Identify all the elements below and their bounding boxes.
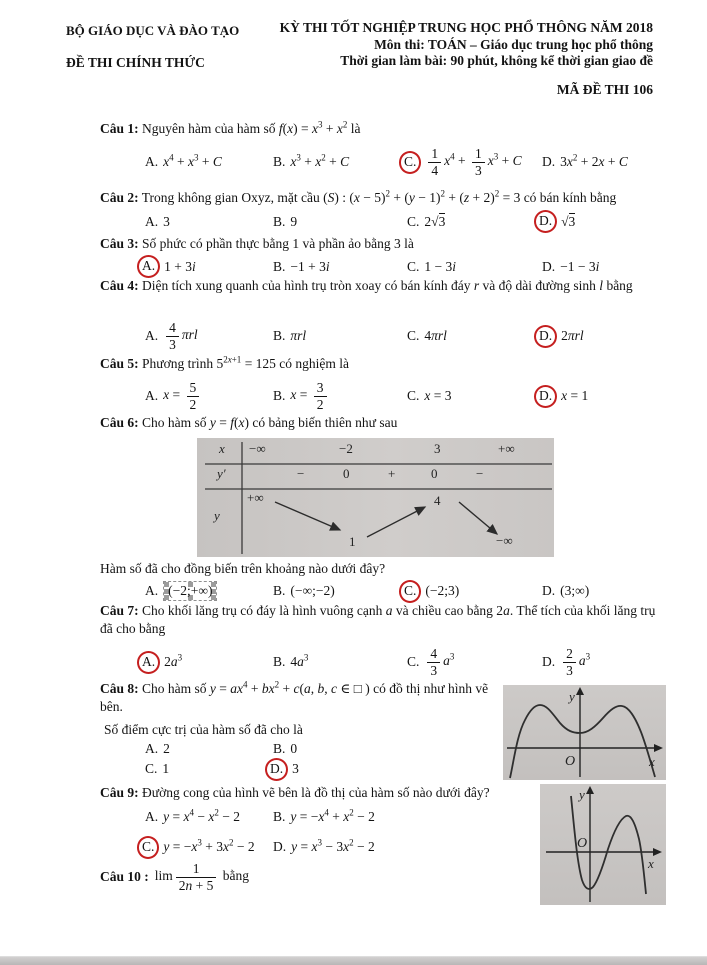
question-2-options (145, 210, 663, 232)
selection-box-annotation: (−2;+∞) (163, 581, 217, 601)
question-8 (100, 680, 502, 716)
q6-option-c (404, 580, 542, 603)
answer-circle-annotation: A. (137, 651, 160, 674)
option-label: A. (145, 213, 159, 229)
option-label: C. (407, 213, 420, 229)
option-value: −1 − 3i (560, 258, 600, 274)
option-value: −1 + 3i (290, 258, 330, 274)
answer-circle-annotation: C. (399, 151, 421, 174)
answer-circle-annotation: D. (265, 758, 288, 781)
q3-option-a (142, 255, 273, 278)
q7-option-b (273, 654, 407, 670)
option-label: B. (273, 583, 286, 598)
exam-header-block (253, 20, 653, 70)
bbt-yprime-sign: − (476, 466, 484, 481)
question-4-options (145, 312, 663, 360)
official-exam-label: ĐỀ THI CHÍNH THỨC (66, 55, 205, 70)
question-10 (100, 853, 663, 901)
option-label: A. (145, 583, 159, 598)
bbt-yprime-zero: 0 (431, 466, 438, 481)
question-7-statement: Cho khối lăng trụ có đáy là hình vuông cạnh a và chiều cao bằng 2a. Thể tích của khối lăng trụ đã cho bằng (100, 603, 656, 636)
q4-option-a (145, 320, 273, 352)
duration-line: Thời gian làm bài: 90 phút, không kể thời gian giao đề (340, 53, 653, 68)
answer-circle-annotation: D. (534, 325, 557, 348)
option-label: B. (273, 213, 286, 229)
question-3-options (142, 255, 663, 277)
question-8-label: Câu 8: (100, 681, 139, 696)
bbt-y-value: 1 (349, 534, 356, 549)
q8-option-a (145, 741, 273, 757)
option-value: $y = -x^4 + x^2 - 2$ (290, 807, 375, 824)
option-value: πrl (290, 328, 307, 343)
option-value: x = $\frac{3}{2}$ (290, 380, 329, 412)
bbt-yprime-sign: − (297, 466, 305, 481)
question-5-statement: Phương trình $5^{2x+1} = 125$ có nghiệm là (142, 354, 350, 371)
question-5-options (145, 372, 663, 420)
q3-option-d (542, 259, 663, 275)
option-value: $\frac{2}{3}$ $a^3$ (560, 646, 590, 678)
option-label: C. (407, 388, 420, 403)
q1-option-c (404, 145, 542, 178)
option-label: D. (542, 154, 556, 169)
q9-option-b (273, 809, 455, 825)
option-label: D. (542, 583, 556, 598)
q6-option-a (145, 581, 273, 601)
question-6-options (145, 579, 663, 603)
option-value: √3 (561, 213, 576, 229)
q2-option-c (407, 214, 542, 230)
graph-y-axis-label: y (569, 689, 575, 704)
graph-origin-label: O (577, 836, 588, 851)
q1-option-a (145, 154, 273, 170)
option-label: B. (273, 258, 286, 274)
bbt-x-label: x (219, 441, 225, 456)
exam-code: MÃ ĐỀ THI 106 (556, 82, 653, 97)
question-8-subquestion (104, 721, 504, 739)
q6-option-d (542, 583, 663, 599)
q8-option-d (270, 758, 415, 781)
option-label: A. (145, 328, 159, 343)
bbt-y-value: −∞ (496, 533, 513, 548)
variation-table (197, 438, 554, 557)
option-value: 9 (290, 213, 298, 229)
page-bottom-edge (0, 956, 707, 965)
option-value: 3 (292, 761, 299, 776)
q8-option-b (273, 741, 415, 757)
q4-option-d (539, 325, 663, 348)
q3-option-c (407, 259, 542, 275)
option-value: 0 (290, 741, 298, 756)
option-label: A. (145, 154, 159, 169)
question-3-label: Câu 3: (100, 236, 139, 251)
bbt-x-value: 3 (434, 441, 441, 456)
option-label: B. (273, 654, 286, 669)
q7-option-c (407, 646, 542, 678)
option-label: D. (542, 258, 556, 274)
answer-circle-annotation: C. (399, 580, 421, 603)
option-value: 1 − 3i (424, 258, 457, 274)
question-1-statement: Nguyên hàm của hàm số $f(x) = x^3 + x^2$ là (142, 119, 361, 136)
answer-circle-annotation: C. (137, 836, 159, 859)
question-3 (100, 235, 663, 253)
question-2-label: Câu 2: (100, 190, 139, 205)
option-label: B. (273, 388, 286, 403)
option-value: x = 1 (561, 388, 589, 403)
option-value: $y = x^3 - 3x^2 - 2$ (291, 837, 375, 854)
bbt-y-label: y (214, 508, 220, 523)
question-2-statement: Trong không gian Oxyz, mặt cầu (S) : $(x - 5)^2 + (y - 1)^2 + (z + 2)^2 = 3$ có bán kính bằng (141, 188, 617, 205)
option-label: A. (145, 809, 159, 824)
option-label: B. (273, 809, 286, 824)
option-label: B. (273, 154, 286, 169)
option-label: D. (542, 654, 556, 669)
question-8-statement: Cho hàm số $y = ax^4 + bx^2 + c(a$, b, c ∈ □ ) có đồ thị như hình vẽ bên. (100, 679, 489, 714)
q4-option-b (273, 328, 407, 344)
option-label: C. (407, 654, 420, 669)
q2-option-a (145, 214, 273, 230)
question-9-statement: Đường cong của hình vẽ bên là đồ thị của hàm số nào dưới đây? (142, 785, 490, 800)
option-label: C. (145, 761, 158, 776)
option-value: $3x^2 + 2x + C$ (560, 152, 628, 169)
quartic-graph-plot (503, 685, 666, 780)
quartic-graph (503, 685, 666, 780)
question-5 (100, 355, 663, 373)
q1-option-b (273, 154, 407, 170)
graph-y-axis-label: y (579, 787, 585, 802)
option-value: 4πrl (424, 328, 447, 343)
q5-option-c (407, 388, 542, 404)
bbt-x-value: +∞ (498, 441, 515, 456)
question-7 (100, 602, 663, 638)
q3-option-b (273, 259, 407, 275)
q5-option-d (539, 385, 663, 408)
question-10-label: Câu 10 : (100, 869, 149, 884)
option-value: $2a^3$ (164, 652, 183, 669)
q4-option-c (407, 328, 542, 344)
q7-option-d (542, 646, 663, 678)
question-9-label: Câu 9: (100, 785, 139, 800)
question-8-options (145, 739, 415, 779)
question-5-label: Câu 5: (100, 356, 139, 371)
question-1-options (145, 140, 663, 184)
q5-option-a (145, 380, 273, 412)
question-2 (100, 189, 663, 207)
option-value: $x^4 + x^3 + C$ (163, 152, 222, 169)
graph-x-axis-label: x (649, 754, 655, 769)
bbt-x-value: −2 (339, 441, 353, 456)
subject-line: Môn thi: TOÁN – Giáo dục trung học phổ thông (374, 36, 653, 52)
answer-circle-annotation: A. (137, 255, 160, 278)
q1-option-d (542, 154, 663, 170)
option-value: (3;∞) (560, 583, 590, 598)
option-value: 1 + 3i (164, 258, 196, 274)
graph-origin-label: O (565, 754, 576, 769)
option-value: 2√3 (424, 213, 446, 229)
bbt-yprime-label: y′ (217, 466, 226, 481)
question-8-sub-text: Số điểm cực trị của hàm số đã cho là (104, 722, 303, 737)
q5-option-b (273, 380, 407, 412)
option-label: A. (145, 741, 159, 756)
q2-option-d (539, 210, 663, 233)
question-4-statement: Diện tích xung quanh của hình trụ tròn xoay có bán kính đáy r và độ dài đường sinh l bằng (142, 278, 633, 293)
question-6-followup-statement: Hàm số đã cho đồng biến trên khoảng nào dưới đây? (100, 561, 386, 576)
answer-circle-annotation: D. (534, 210, 557, 233)
ministry-name: BỘ GIÁO DỤC VÀ ĐÀO TẠO (66, 23, 240, 38)
exam-title: KỲ THI TỐT NGHIỆP TRUNG HỌC PHỔ THÔNG NĂM 2018 (279, 20, 653, 35)
option-value: 1 (162, 761, 170, 776)
question-6-statement: Cho hàm số y = f(x) có bảng biến thiên như sau (142, 415, 398, 430)
question-3-statement: Số phức có phần thực bằng 1 và phần ảo bằng 3 là (142, 236, 414, 251)
question-6-label: Câu 6: (100, 415, 139, 430)
option-value: 3 (163, 213, 170, 229)
option-value: $y = x^4 - x^2 - 2$ (163, 807, 240, 824)
question-7-label: Câu 7: (100, 603, 139, 618)
option-label: B. (273, 741, 286, 756)
option-value: $4a^3$ (290, 652, 309, 669)
question-9 (100, 784, 540, 802)
answer-circle-annotation: D. (534, 385, 557, 408)
option-label: A. (145, 388, 159, 403)
option-value: (−2;3) (425, 583, 460, 598)
q6-option-b (273, 583, 407, 599)
bbt-y-value: 4 (434, 493, 441, 508)
bbt-yprime-sign: + (388, 466, 396, 481)
question-6-followup (100, 560, 663, 578)
option-value: (−∞;−2) (290, 583, 335, 598)
question-10-statement: lim $\frac{1}{2n + 5}$ bằng (154, 860, 250, 893)
graph-x-axis-label: x (648, 856, 654, 871)
option-value: $\frac{4}{3}$ πrl (163, 320, 198, 352)
option-label: D. (273, 839, 287, 854)
option-value: $\frac{4}{3}$ $a^3$ (424, 646, 454, 678)
bbt-yprime-zero: 0 (343, 466, 350, 481)
q7-option-a (142, 651, 273, 674)
q8-option-c (145, 761, 273, 777)
question-4 (100, 277, 663, 295)
q9-option-a (145, 809, 273, 825)
option-value: x = $\frac{5}{2}$ (163, 380, 202, 412)
q2-option-b (273, 214, 407, 230)
option-value: $x^3 + x^2 + C$ (290, 152, 350, 169)
option-value: 2 (163, 741, 170, 756)
option-label: C. (407, 328, 420, 343)
bbt-y-value: +∞ (247, 490, 264, 505)
option-value: $y = -x^3 + 3x^2 - 2$ (163, 837, 255, 854)
option-value: $\frac{1}{4}$ $x^4$ + $\frac{1}{3}$ $x^3 + C$ (425, 146, 521, 178)
option-label: B. (273, 328, 286, 343)
option-value: 2πrl (561, 328, 584, 343)
option-value: x = 3 (424, 388, 452, 403)
question-1-label: Câu 1: (100, 121, 139, 136)
question-4-label: Câu 4: (100, 278, 139, 293)
bbt-x-value: −∞ (249, 441, 266, 456)
question-6 (100, 414, 663, 432)
option-label: C. (407, 258, 420, 274)
question-1 (100, 120, 663, 138)
